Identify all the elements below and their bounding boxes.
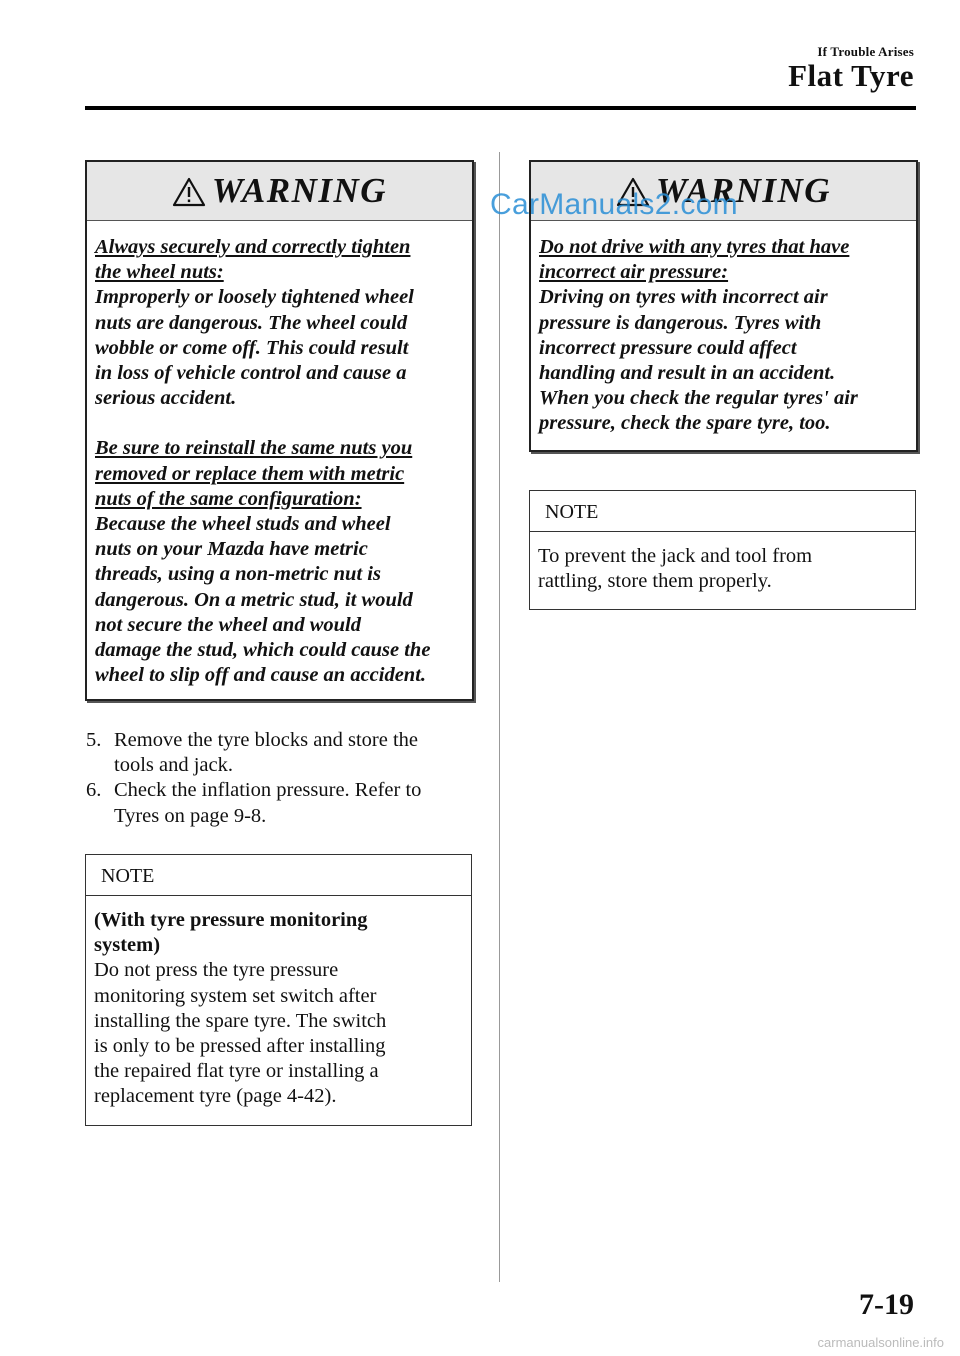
warning-text-line: wobble or come off. This could result [95,336,409,359]
step-item [86,728,486,778]
step-number: 5. [86,729,102,751]
note-bold-line: system) [94,934,161,957]
step-number: 6. [86,779,102,802]
warning-heading: the wheel nuts: [95,261,224,284]
warning-text-line: serious accident. [95,387,237,410]
procedure-steps [86,728,486,829]
warning-text-line: incorrect pressure could affect [539,336,797,359]
warning-body [531,221,916,447]
warning-heading: Always securely and correctly tighten [95,236,411,258]
warning-box-wheel-nuts [85,160,474,701]
note-box-tpms [85,854,472,1126]
warning-heading: Be sure to reinstall the same nuts you [95,437,413,460]
warning-text-line: nuts on your Mazda have metric [95,538,368,561]
warning-heading: nuts of the same configuration: [95,487,362,510]
step-item [86,778,486,828]
page-number: 7-19 [859,1288,914,1321]
note-text-line: rattling, store them properly. [538,570,772,593]
warning-heading: removed or replace them with metric [95,462,405,485]
warning-text-line: Improperly or loosely tightened wheel [95,286,414,309]
step-text-line: Check the inflation pressure. Refer to [114,779,422,802]
note-body [530,532,915,604]
warning-text-line: not secure the wheel and would [95,613,361,636]
warning-text-line: damage the stud, which could cause the [95,639,431,662]
note-label: NOTE [86,855,471,896]
note-bold-line: (With tyre pressure monitoring [94,909,368,931]
section-label: If Trouble Arises [817,44,914,59]
note-text-line: the repaired flat tyre or installing a [94,1060,379,1083]
warning-text-line: pressure is dangerous. Tyres with [539,311,822,334]
warning-text-line: nuts are dangerous. The wheel could [95,311,408,334]
note-label: NOTE [530,491,915,532]
warning-heading: Do not drive with any tyres that have [539,236,850,258]
note-text-line: To prevent the jack and tool from [538,545,813,567]
warning-triangle-icon [172,177,206,207]
page-title: Flat Tyre [788,58,914,93]
warning-text-line: Because the wheel studs and wheel [95,513,391,536]
step-text-line: Remove the tyre blocks and store the [114,729,418,751]
note-text-line: is only to be pressed after installing [94,1035,386,1058]
step-text [114,778,486,828]
column-divider [499,152,500,1282]
warning-text-line: handling and result in an accident. [539,362,836,385]
note-box-jack-storage [529,490,916,610]
warning-text-line: pressure, check the spare tyre, too. [539,412,831,435]
watermark: CarManuals2.com [490,188,738,221]
warning-header [87,162,472,221]
warning-heading: incorrect air pressure: [539,261,729,284]
note-text-line: monitoring system set switch after [94,984,377,1007]
note-text-line: installing the spare tyre. The switch [94,1009,387,1032]
step-text [114,728,486,778]
header-rule [85,106,916,110]
warning-text-line: When you check the regular tyres' air [539,387,858,410]
warning-title: WARNING [655,171,832,210]
step-text-line: Tyres on page 9-8. [114,804,267,827]
warning-text-line: threads, using a non-metric nut is [95,563,381,586]
warning-text-line: in loss of vehicle control and cause a [95,362,407,385]
step-text-line: tools and jack. [114,754,233,777]
note-text-line: Do not press the tyre pressure [94,959,339,982]
note-body [86,896,471,1120]
footer-watermark: carmanualsonline.info [817,1335,944,1350]
warning-text-line: Driving on tyres with incorrect air [539,286,828,309]
warning-text-line: dangerous. On a metric stud, it would [95,588,413,611]
warning-body [87,221,472,698]
note-text-line: replacement tyre (page 4-42). [94,1085,337,1108]
warning-title: WARNING [211,171,388,210]
warning-text-line: wheel to slip off and cause an accident. [95,664,427,687]
